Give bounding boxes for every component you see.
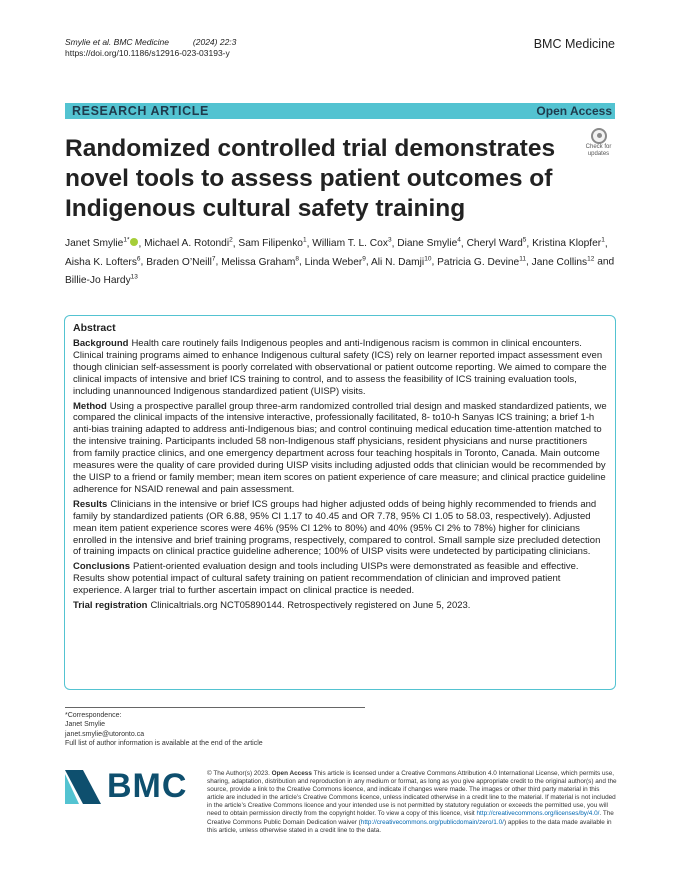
author-list: Janet Smylie$^{1*}$ , Michael A. Rotondi$^2$, Sam Filipenko$^1$, William T. L. Cox$^3$, Diane Smylie$^4$, Cheryl Ward$^5$, Kristina Klopfer$^1$, Aisha K. Lofters$^6$, Braden O’Neill$^7$, Melissa Graham$^8$, Linda Weber$^9$, Ali N. Damji$^{10}$, Patricia G. Devine$^{11}$, Jane Collins$^{12}$ and Billie-Jo Hardy$^{13}$ xyxy=(65,237,615,286)
author xyxy=(65,257,141,268)
bmc-wordmark: BMC xyxy=(107,767,188,805)
author xyxy=(238,238,306,249)
author-affiliation: 11 xyxy=(519,255,526,263)
author xyxy=(532,257,595,268)
author-name: Cheryl Ward xyxy=(466,238,523,250)
citation-year: (2024) 22:3 xyxy=(192,37,237,47)
correspondence-name: Janet Smylie xyxy=(65,721,106,729)
author-affiliation: 1 xyxy=(601,237,605,244)
abstract-box xyxy=(64,315,616,690)
author-name: Patricia G. Devine xyxy=(437,256,520,268)
citation-authors: Smylie et al. BMC Medicine xyxy=(65,37,169,47)
article-type: RESEARCH ARTICLE xyxy=(72,104,209,118)
abstract-conclusions xyxy=(73,561,607,597)
author xyxy=(305,257,366,268)
author-affiliation: 3 xyxy=(387,237,392,244)
author-name: Melissa Graham xyxy=(221,256,296,268)
license-text-2: . The Creative Commons Public Domain Dedication waiver ( xyxy=(207,810,614,826)
correspondence-label: *Correspondence: xyxy=(65,712,122,719)
cc-zero-link[interactable]: http://creativecommons.org/publicdomain/zero/1.0/ xyxy=(360,818,504,826)
check-updates-icon xyxy=(591,128,607,144)
author xyxy=(221,257,299,268)
section-text: Using a prospective parallel group three-arm randomized controlled trial design and masked standardized patients, we compared the clinical impacts of the intensive interactive, professionally facilitated, 8- to10-h Sanyas ICS training; a brief 1-h anti-bias training adapted to address anti-Indigenous bias; and control continuing medical education time-attention matched to the intensive training. Participants included 58 non-Indigenous staff physicians, resident physicians and nurse practitioners from family practice clinics, and one emergency department across four teaching hospitals in Toronto, Canada. Main outcome measures were the quality of care provided during UISP visits including adjusted odds that clinician would be recommended by the UISP to a friend or family member; mean item scores on patient experience of care measure; and clinical practice guideline adherence for NSAID renewal and pain assessment. xyxy=(73,400,607,495)
author-name: Michael A. Rotondi xyxy=(144,238,230,250)
author-affiliation: 9 xyxy=(362,255,366,263)
author-name: Linda Weber xyxy=(304,256,363,268)
badge-line2: updates xyxy=(587,151,610,157)
author xyxy=(146,257,215,268)
author-name: Jane Collins xyxy=(531,256,588,268)
author-affiliation: 13 xyxy=(130,273,138,281)
author-name: Ali N. Damji xyxy=(370,256,425,268)
correspondence-email[interactable]: janet.smylie@utoronto.ca xyxy=(65,730,145,738)
author xyxy=(397,238,461,249)
section-heading: Method xyxy=(73,400,107,412)
author xyxy=(65,275,138,286)
author-name: Kristina Klopfer xyxy=(532,238,602,250)
doi-link[interactable]: https://doi.org/10.1186/s12916-023-03193-y xyxy=(65,48,230,58)
section-heading: Results xyxy=(73,498,108,510)
abstract-method xyxy=(73,401,607,496)
license-statement xyxy=(207,770,617,835)
article-type-bar xyxy=(65,103,615,119)
copyright-text: © The Author(s) 2023. xyxy=(207,770,270,777)
author-affiliation: 4 xyxy=(457,237,461,244)
author-name: Billie-Jo Hardy xyxy=(65,274,131,286)
author-affiliation: 7 xyxy=(211,255,216,263)
author-name: William T. L. Cox xyxy=(312,238,388,250)
citation-line xyxy=(65,37,615,48)
author-affiliation: 10 xyxy=(424,255,432,263)
author-name: Sam Filipenko xyxy=(238,238,303,250)
author xyxy=(532,238,605,249)
author xyxy=(437,257,526,268)
check-for-updates-button[interactable] xyxy=(582,128,615,158)
section-text: Health care routinely fails Indigenous peoples and anti-Indigenous racism is common in clinical encounters. Clinical training programs aimed to enhance Indigenous cultural safety (ICS) rely on learner reported impact assessment even though clinician self-assessment is poorly correlated with observational or patient outcome reporting. We aimed to compare the clinical impacts of intensive and brief ICS training to control, and to assess the feasibility of ICS training evaluation tools, including unannounced Indigenous standardized patient (UISP) visits. xyxy=(73,338,607,397)
author-affiliation: 5 xyxy=(522,237,527,244)
abstract-title: Abstract xyxy=(73,322,116,334)
author-conjunction: and xyxy=(594,256,615,268)
author xyxy=(144,238,233,249)
author-affiliation: 8 xyxy=(295,255,299,263)
orcid-icon[interactable] xyxy=(130,238,138,246)
license-text-3: ) applies to the data made available in this article, unless otherwise stated in a credit line to the data. xyxy=(207,818,612,834)
section-heading: Conclusions xyxy=(73,561,131,573)
abstract-results xyxy=(73,499,607,559)
correspondence-block xyxy=(65,707,365,748)
section-text: Clinicians in the intensive or brief ICS groups had higher adjusted odds of being highly recommended to friends and family by standardized patients (OR 6.88, 95% CI 1.17 to 40.45 and OR 7.78, 95% CI 1.05 to 58.03, respectively). Adjusted mean item patient experience scores were 46% (95% CI 12% to 80%) and 40% (95% CI 2% to 78%) higher for clinicians enrolled in the intensive and brief training programs, respectively, compared to control. Small sample size precluded detection of training impacts on clinical practice guideline adherence; 100% of UISP visits were undetected by participating clinicians. xyxy=(73,498,601,558)
author-name: Janet Smylie xyxy=(65,238,124,250)
license-text-1: This article is licensed under a Creative Commons Attribution 4.0 International License, which permits use, sharing, adaptation, distribution and reproduction in any medium or format, as long as you give appropriate credit to the original author(s) and the source, provide a link to the Creative Commons licence, and indicate if changes were made. The images or other third party material in this article are included in the article’s Creative Commons licence, unless indicated otherwise in a credit line to the material. If material is not included in the article’s Creative Commons licence and your intended use is not permitted by statutory regulation or exceeds the permitted use, you will need to obtain permission directly from the copyright holder. To view a copy of this licence, visit xyxy=(207,770,617,818)
author-affiliation: 6 xyxy=(136,255,141,263)
author-name: Braden O’Neill xyxy=(146,256,212,268)
author-affiliation: 12 xyxy=(587,255,595,263)
author-name: Diane Smylie xyxy=(397,238,458,250)
section-heading: Trial registration xyxy=(73,600,148,612)
section-text: Clinicaltrials.org NCT05890144. Retrospectively registered on June 5, 2023. xyxy=(150,600,471,612)
author-affiliation: 1 xyxy=(302,237,307,244)
license-open-access: Open Access xyxy=(271,770,312,777)
bmc-logo-icon xyxy=(65,770,105,804)
badge-line1: Check for xyxy=(585,144,612,150)
author xyxy=(467,238,527,249)
author-info-note: Full list of author information is available at the end of the article xyxy=(65,739,263,747)
author xyxy=(65,238,138,249)
bmc-logo xyxy=(65,767,190,806)
abstract-background xyxy=(73,338,607,398)
cc-by-link[interactable]: http://creativecommons.org/licenses/by/4.0/ xyxy=(476,810,600,818)
section-heading: Background xyxy=(73,338,129,349)
abstract-trial-registration xyxy=(73,600,607,612)
author-affiliation: 1* xyxy=(123,237,130,244)
section-text: Patient-oriented evaluation design and tools including UISPs were demonstrated as feasible and effective. Results show potential impact of cultural safety training on patient recommendation of clinician and improved patient experience. A larger trial to further ascertain impact on clinical practice is needed. xyxy=(73,561,579,597)
open-access-label: Open Access xyxy=(536,104,612,118)
author xyxy=(312,238,391,249)
author-name: Aisha K. Lofters xyxy=(65,256,137,268)
author-affiliation: 2 xyxy=(229,237,233,244)
page-header xyxy=(65,37,615,59)
article-title: Randomized controlled trial demonstrates novel tools to assess patient outcomes of Indigenous cultural safety training xyxy=(65,135,556,222)
author xyxy=(371,257,431,268)
journal-name: BMC Medicine xyxy=(533,37,615,51)
